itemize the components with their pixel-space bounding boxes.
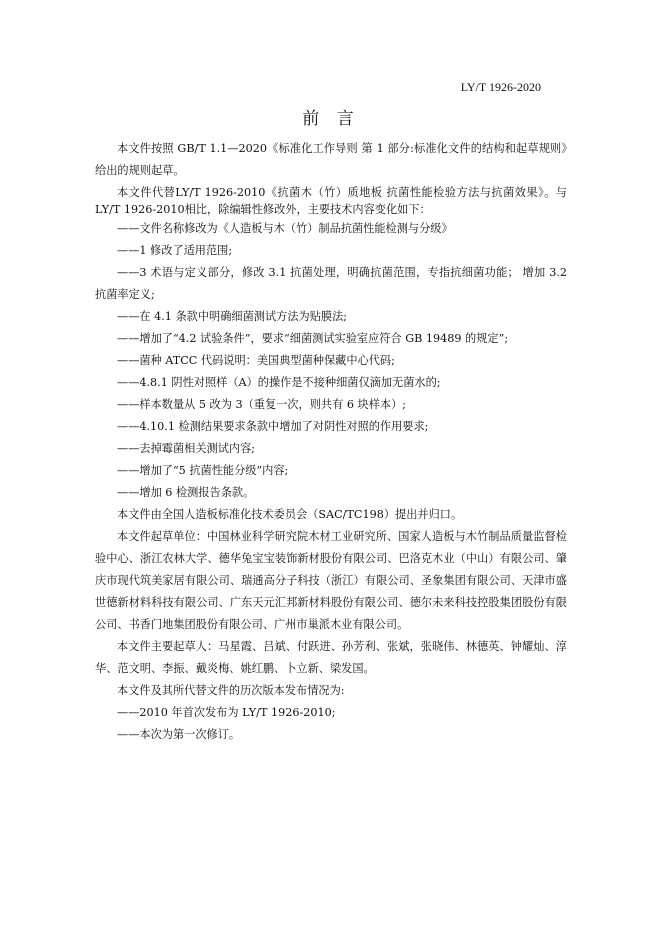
change-item: ——1 修改了适用范围;	[117, 244, 233, 257]
change-item: ——3 术语与定义部分，修改 3.1 抗菌处理，明确抗菌范围，专指抗细菌功能； 增加 3.2 抗菌率定义;	[95, 266, 567, 301]
change-item: ——去掉霉菌相关测试内容;	[117, 442, 256, 455]
document-body	[95, 138, 567, 746]
standard-code: LY/T 1926-2020	[460, 80, 541, 94]
change-item: ——增加了“5 抗菌性能分级”内容;	[117, 464, 289, 477]
change-item: ——文件名称修改为《人造板与木（竹）制品抗菌性能检测与分级》	[117, 222, 453, 235]
page-title: 前 言	[302, 109, 360, 129]
paragraph-history-intro: 本文件及其所代替文件的历次版本发布情况为:	[117, 684, 345, 697]
history-item: ——本次为第一次修订。	[117, 728, 241, 741]
change-item: ——增加了“4.2 试验条件”，要求“细菌测试实验室应符合 GB 19489 的规定”;	[117, 332, 509, 345]
history-item: ——2010 年首次发布为 LY/T 1926-2010;	[117, 706, 336, 719]
paragraph-proposed-by: 本文件由全国人造板标准化技术委员会（SAC/TC198）提出并归口。	[117, 508, 463, 521]
change-item: ——样本数量从 5 改为 3（重复一次，则共有 6 块样本）;	[117, 398, 407, 411]
change-item: ——在 4.1 条款中明确细菌测试方法为贴膜法;	[117, 310, 348, 323]
change-item: ——4.8.1 阴性对照样（A）的操作是不接种细菌仅滴加无菌水的;	[117, 376, 441, 389]
paragraph-drafters: 本文件主要起草人：马星霞、吕斌、付跃进、孙芳利、张斌，张晓伟、林德英、钟耀灿、淳华、范文明、李振、戴炎梅、姚红鹏、卜立新、梁发国。	[95, 640, 567, 675]
paragraph-replaces: 本文件代替LY/T 1926-2010《抗菌木（竹）质地板 抗菌性能检验方法与抗菌效果》。与LY/T 1926-2010相比，除编辑性修改外，主要技术内容变化如下：	[95, 186, 567, 216]
change-item: ——4.10.1 检测结果要求条款中增加了对阴性对照的作用要求;	[117, 420, 429, 433]
change-item: ——增加 6 检测报告条款。	[117, 486, 255, 499]
paragraph-drafting-units: 本文件起草单位：中国林业科学研究院木材工业研究所、国家人造板与木竹制品质量监督检验中心、浙江农林大学、德华兔宝宝装饰新材股份有限公司、巴洛克木业（中山）有限公司、肇庆市现代筑美家居有限公司、瑞通高分子科技（浙江）有限公司、圣象集团有限公司、天津市盛世德新材料科技有限公司、广东天元汇邦新材料股份有限公司、德尔未来科技控股集团股份有限公司、书香门地集团股份有限公司、广州市巢派木业有限公司。	[95, 530, 567, 631]
change-item: ——菌种 ATCC 代码说明：美国典型菌种保藏中心代码;	[117, 354, 395, 367]
paragraph-drafting-rules: 本文件按照 GB/T 1.1—2020《标准化工作导则 第 1 部分:标准化文件的结构和起草规则》给出的规则起草。	[95, 142, 567, 177]
